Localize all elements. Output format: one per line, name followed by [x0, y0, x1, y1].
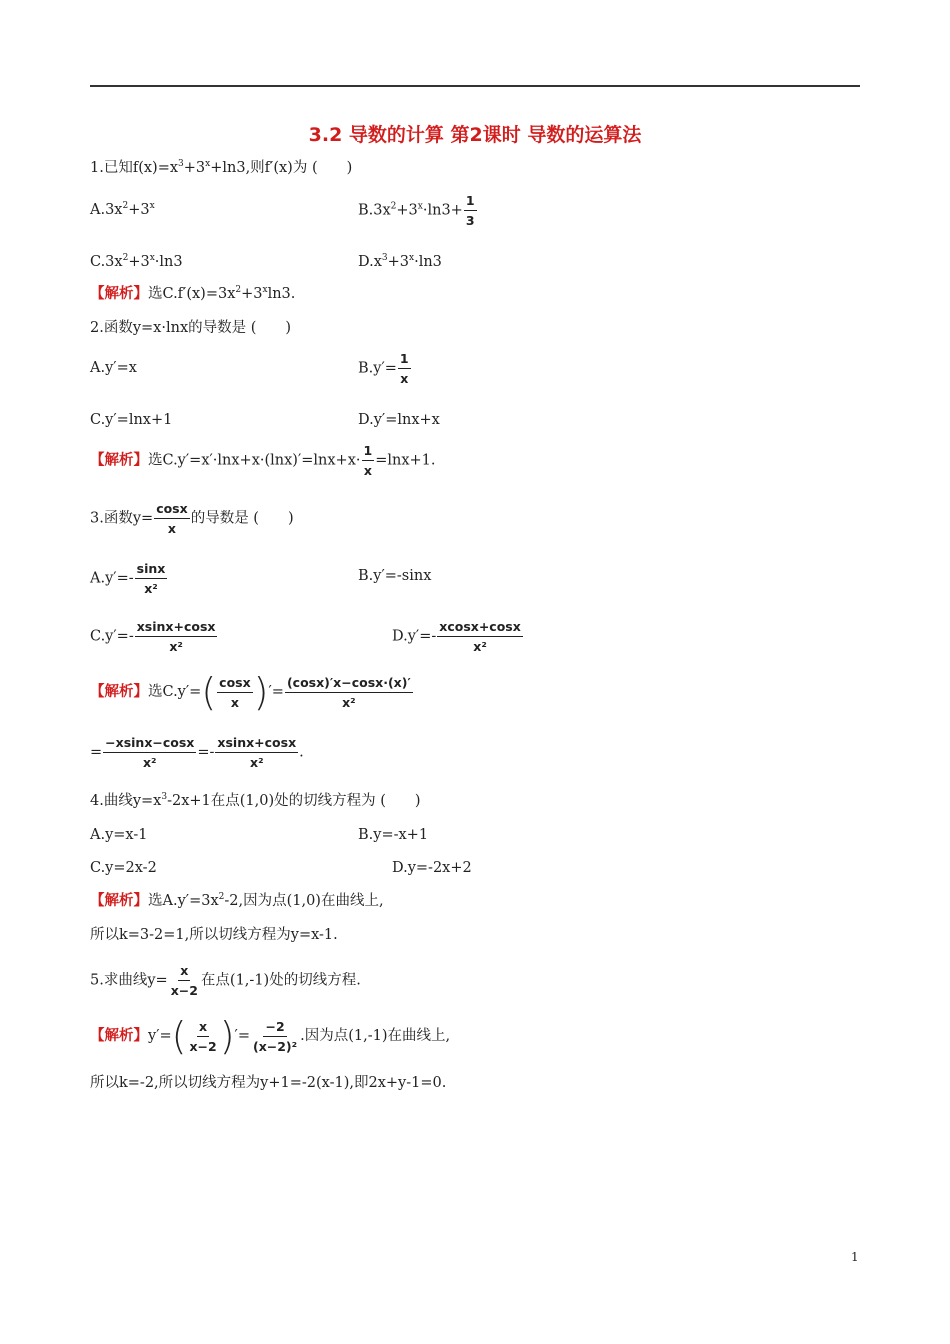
question-2-option-c: C.y′=lnx+1	[90, 412, 173, 428]
fraction: $\frac{xsinx+\cos x}{\text{x²}}$	[136, 619, 216, 654]
question-5-solution-line-2: 所以k=-2,所以切线方程为y+1=-2(x-1),即2x+y-1=0.	[90, 1075, 447, 1091]
question-4-option-a: A.y=x-1	[90, 827, 148, 843]
question-4-option-d: D.y=-2x+2	[392, 860, 472, 876]
question-3-solution: 【解析】选C.y′= ( cosx x ) ′= $\frac{(\cos x)'x-\cos x\cdot(x)'}{\text{x²}}$	[90, 670, 411, 714]
question-2-option-a: A.y′=x	[90, 360, 137, 376]
question-2-solution: 【解析】选C.y′=x′·lnx+x·(lnx)′=lnx+x· $\frac{1}{x}$ =lnx+1.	[90, 443, 436, 478]
question-1-option-d: $D.x^3+3^x\cdot\ln 3$	[358, 253, 442, 270]
question-2-option-d: D.y′=lnx+x	[358, 412, 440, 428]
question-5-stem: 5.求曲线y= $\frac{x}{x-2}$ 在点(1,-1)处的切线方程.	[90, 963, 361, 998]
question-4-option-b: B.y=-x+1	[358, 827, 429, 843]
fraction: $\frac{1}{x}$	[363, 443, 373, 478]
question-1-option-c: $C.3x^2+3^x\cdot\ln 3$	[90, 253, 183, 270]
question-3-option-a: A.y′=- $\frac{\sin x}{\text{x²}}$	[90, 561, 166, 596]
fraction: $\frac{1}{3}$	[465, 193, 475, 228]
question-3-option-b: B.y′=-sinx	[358, 568, 432, 584]
fraction: $\frac{\sin x}{\text{x²}}$	[136, 561, 166, 596]
fraction: $\frac{x}{x-2}$	[170, 963, 198, 998]
question-3-solution-line-2: = $\frac{-xsinx-\cos x}{\text{x²}}$ =- $\frac{xsinx+\cos x}{\text{x²}}$ .	[90, 735, 304, 770]
question-4-option-c: C.y=2x-2	[90, 860, 157, 876]
page-title: 3.2 导数的计算 第2课时 导数的运算法	[308, 124, 642, 146]
fraction: cosx x	[219, 674, 251, 710]
question-1-solution: 【解析】选$C.f'(x)=3x^2+3^x\ln 3$.	[90, 285, 296, 302]
question-1-stem: 1.已知$f(x)=x^3+3^x+\ln 3$,则f′(x)为 ( )	[90, 159, 353, 176]
question-4-solution-line-2: 所以k=3-2=1,所以切线方程为y=x-1.	[90, 927, 338, 943]
question-1-option-a: $A.3x^2+3^x$	[90, 201, 155, 218]
fraction: $\frac{-xsinx-\cos x}{\text{x²}}$	[105, 735, 195, 770]
parenthesized-fraction: ( cosx x )	[201, 670, 269, 714]
question-3-option-d: D.y′=- $\frac{xcosx+\cos x}{\text{x²}}$	[392, 619, 521, 654]
question-3-option-c: C.y′=- $\frac{xsinx+\cos x}{\text{x²}}$	[90, 619, 216, 654]
question-2-option-b: B.y′= $\frac{1}{x}$	[358, 351, 409, 386]
fraction: x x−2	[189, 1018, 217, 1054]
fraction: $\frac{xcosx+\cos x}{\text{x²}}$	[439, 619, 521, 654]
parenthesized-fraction: ( x x−2 )	[171, 1014, 235, 1058]
fraction: $\frac{-2}{\text{(x−2)²}}$	[252, 1018, 298, 1054]
question-2-stem: 2.函数y=x·lnx的导数是 ( )	[90, 320, 292, 336]
fraction: $\frac{1}{x}$	[399, 351, 409, 386]
question-3-stem: 3.函数y= $\frac{\cos x}{x}$ 的导数是 ( )	[90, 501, 294, 536]
question-1-option-b: $B.3x^2+3^x\cdot\ln 3+$ $\frac{1}{3}$	[358, 193, 475, 228]
fraction: $\frac{\cos x}{x}$	[156, 501, 188, 536]
question-5-solution: 【解析】y′= ( x x−2 ) ′= $\frac{-2}{\text{(x−2)²}}$ .因为点(1,-1)在曲线上,	[90, 1014, 451, 1058]
fraction: $\frac{(\cos x)'x-\cos x\cdot(x)'}{\text{x²}}$	[286, 674, 411, 710]
fraction: $\frac{xsinx+\cos x}{\text{x²}}$	[217, 735, 297, 770]
page-number: 1	[851, 1250, 859, 1264]
question-4-solution: 【解析】选$A.y'=3x^2-2$,因为点(1,0)在曲线上,	[90, 892, 384, 909]
header-rule	[90, 85, 860, 87]
question-4-stem: 4.曲线$y=x^3-2x+1$在点(1,0)处的切线方程为 ( )	[90, 792, 421, 809]
